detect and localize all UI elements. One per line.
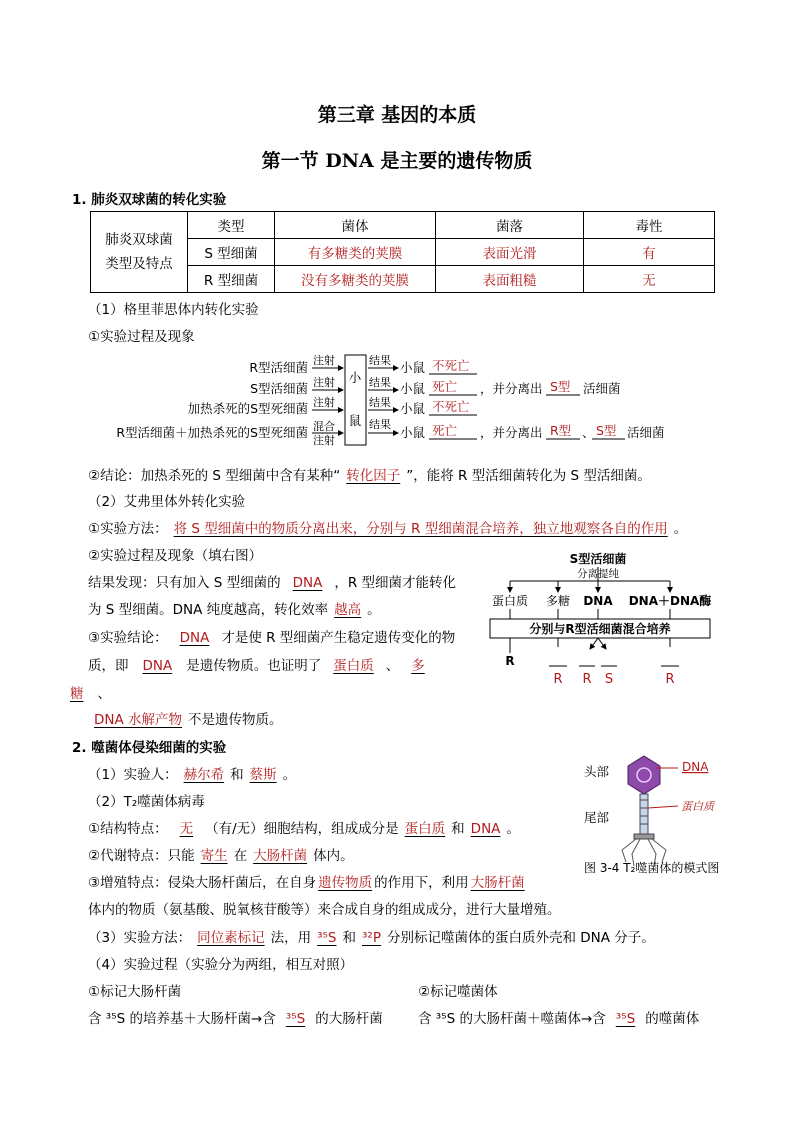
answer-text: 越高 [334, 602, 362, 618]
separate-text: ，并分离出 [480, 425, 543, 440]
researchers-line: （1）实验人： 赫尔希 和 蔡斯 。 [88, 767, 297, 783]
griffith-process-heading: ①实验过程及现象 [88, 329, 195, 345]
answer-text: 糖 [70, 686, 84, 702]
fraction-label: DNA＋DNA酶 [628, 594, 712, 608]
answer-text: R型 [550, 423, 572, 438]
mix-culture-label: 分别与R型活细菌混合培养 [529, 622, 671, 636]
answer-text: 转化因子 [346, 468, 401, 484]
answer-text: 蔡斯 [249, 767, 277, 783]
avery-heading: （2）艾弗里体外转化实验 [88, 494, 246, 510]
conclusion-line: ②结论：加热杀死的 S 型细菌中含有某种“ 转化因子 ”，能将 R 型活细菌转化为 S 型活细菌。 [88, 468, 651, 484]
group2-heading: ②标记噬菌体 [418, 984, 498, 1000]
chapter-title: 第三章 基因的本质 [317, 104, 477, 126]
answer-text: DNA [292, 575, 323, 591]
figure-caption: 图 3-4 T₂噬菌体的模式图 [584, 861, 720, 875]
table-cell: 没有多糖类的荚膜 [275, 266, 436, 293]
answer-text: 遗传物质 [318, 875, 373, 891]
process-heading: （4）实验过程（实验分为两组，相互对照） [88, 957, 354, 973]
table-cell: 表面光滑 [436, 239, 584, 266]
answer-text: S型 [550, 379, 571, 394]
answer-text: 大肠杆菌 [253, 848, 308, 864]
answer-text: 不死亡 [432, 358, 470, 373]
phage-figure [582, 750, 752, 880]
table-cell: 无 [584, 266, 715, 293]
avery-conclusion-2: 质，即 DNA 是遗传物质。也证明了 蛋白质 、 多 [88, 654, 437, 674]
tail-label: 尾部 [584, 810, 610, 825]
finding-line-2: 为 S 型细菌。DNA 纯度越高，转化效率 越高 。 [88, 602, 381, 618]
finding-line-1: 结果发现：只有加入 S 型细菌的 DNA ，R 型细菌才能转化 [88, 575, 457, 591]
result-label: 结果 [369, 418, 391, 431]
box-char: 小 [348, 370, 362, 385]
result-label: 结果 [369, 354, 391, 367]
answer-text: DNA [470, 821, 501, 837]
inject-label: 注射 [313, 396, 335, 409]
bacteria-type-table [90, 211, 715, 293]
table-cell: R 型细菌 [188, 266, 275, 293]
result-label: 结果 [369, 376, 391, 389]
separate-purify-label: 分离提纯 [577, 568, 619, 580]
table-cell: 表面粗糙 [436, 266, 584, 293]
answer-text: DNA [179, 630, 210, 646]
r-label: R [505, 654, 515, 668]
reproduction-line: ③增殖特点：侵染大肠杆菌后，在自身 遗传物质 的作用下，利用 大肠杆菌 [88, 875, 525, 891]
left-item: 加热杀死的S型死细菌 [187, 401, 308, 416]
mouse-label: 小鼠 [400, 381, 426, 396]
group2-line: 含 ³⁵S 的大肠杆菌＋噬菌体→含 ³⁵S 的噬菌体 [418, 1011, 700, 1027]
griffith-heading: （1）格里菲思体内转化实验 [88, 302, 259, 318]
answer-text: 不死亡 [432, 399, 470, 414]
answer-text: 赫尔希 [183, 767, 225, 783]
left-item: S型活细菌 [250, 381, 308, 396]
table-cell: 有 [584, 239, 715, 266]
head-label: 头部 [584, 764, 610, 779]
answer-text: 蛋白质 [681, 800, 714, 813]
live-text: 活细菌 [583, 381, 621, 396]
answer-text: 蛋白质 [404, 821, 446, 837]
answer-text: R [582, 672, 592, 687]
answer-text: DNA 水解产物 [94, 712, 183, 728]
answer-text: 死亡 [432, 379, 458, 394]
answer-text: R [553, 672, 563, 687]
table-header: 菌落 [436, 212, 584, 239]
answer-text: S型 [596, 423, 617, 438]
answer-text: 寄生 [200, 848, 228, 864]
section1-heading: 1. 肺炎双球菌的转化实验 [72, 192, 227, 208]
griffith-diagram [80, 350, 700, 455]
box-char: 鼠 [348, 413, 362, 428]
result-label: 结果 [369, 396, 391, 409]
answer-text: 大肠杆菌 [470, 875, 525, 891]
table-row-label: 肺炎双球菌 类型及特点 [91, 212, 188, 293]
answer-text: 多 [411, 658, 425, 674]
answer-text: 死亡 [432, 423, 458, 438]
table-cell: S 型细菌 [188, 239, 275, 266]
avery-method: ①实验方法： 将 S 型细菌中的物质分离出来，分别与 R 型细菌混合培养，独立地观察各自的作用 。 [88, 521, 688, 537]
s-strain-label: S型活细菌 [569, 552, 627, 566]
avery-diagram [485, 545, 715, 690]
avery-conclusion-3: 糖 、 [70, 686, 111, 702]
answer-text: 蛋白质 [333, 658, 374, 674]
fraction-label: 多糖 [545, 594, 571, 608]
mouse-label: 小鼠 [400, 425, 426, 440]
avery-conclusion-4: DNA 水解产物 不是遗传物质。 [88, 708, 283, 728]
phage-heading: （2）T₂噬菌体病毒 [88, 794, 205, 810]
section-title: 第一节 DNA 是主要的遗传物质 [261, 150, 533, 172]
inject-label: 注射 [313, 354, 335, 367]
avery-conclusion-1: ③实验结论： DNA 才是使 R 型细菌产生稳定遗传变化的物 [88, 630, 456, 646]
mix-label: 混合 [313, 420, 335, 433]
fraction-label: DNA [583, 594, 613, 608]
table-header: 毒性 [584, 212, 715, 239]
reproduction-line-2: 体内的物质（氨基酸、脱氧核苷酸等）来合成自身的组成成分，进行大量增殖。 [88, 902, 561, 918]
phage-head-shape [628, 756, 660, 794]
pause-text: 、 [582, 425, 595, 440]
separate-text: ，并分离出 [480, 381, 543, 396]
section2-heading: 2. 噬菌体侵染细菌的实验 [72, 740, 227, 756]
table-header: 类型 [188, 212, 275, 239]
fraction-label: 蛋白质 [491, 594, 529, 608]
answer-text: R [665, 672, 675, 687]
answer-text: S [604, 672, 614, 687]
answer-text: ³⁵S [317, 930, 337, 946]
answer-text: ³⁵S [285, 1011, 306, 1027]
answer-text: 同位素标记 [197, 930, 265, 946]
live-text: 活细菌 [627, 425, 665, 440]
method-line: （3）实验方法： 同位素标记 法，用 ³⁵S 和 ³²P 分别标记噬菌体的蛋白质外壳和 DNA 分子。 [88, 930, 655, 946]
table-header: 菌体 [275, 212, 436, 239]
left-item: R型活细菌 [249, 360, 308, 375]
mouse-label: 小鼠 [400, 360, 426, 375]
answer-text: DNA [682, 760, 709, 774]
avery-process-heading: ②实验过程及现象（填右图） [88, 548, 263, 564]
answer-text: 无 [179, 821, 194, 837]
table-cell: 有多糖类的荚膜 [275, 239, 436, 266]
group1-heading: ①标记大肠杆菌 [88, 984, 182, 1000]
mouse-label: 小鼠 [400, 401, 426, 416]
structure-line: ①结构特点： 无 （有/无）细胞结构，组成成分是 蛋白质 和 DNA 。 [88, 821, 520, 837]
left-item: R型活细菌＋加热杀死的S型死细菌 [116, 425, 308, 440]
inject-label: 注射 [313, 434, 335, 447]
answer-text: DNA [142, 658, 173, 674]
answer-text: ³²P [362, 930, 381, 946]
group1-line: 含 ³⁵S 的培养基＋大肠杆菌→含 ³⁵S 的大肠杆菌 [88, 1011, 383, 1027]
answer-text: 将 S 型细菌中的物质分离出来，分别与 R 型细菌混合培养，独立地观察各自的作用 [173, 521, 668, 537]
inject-label: 注射 [313, 376, 335, 389]
metabolism-line: ②代谢特点：只能 寄生 在 大肠杆菌 体内。 [88, 848, 354, 864]
answer-text: ³⁵S [615, 1011, 636, 1027]
